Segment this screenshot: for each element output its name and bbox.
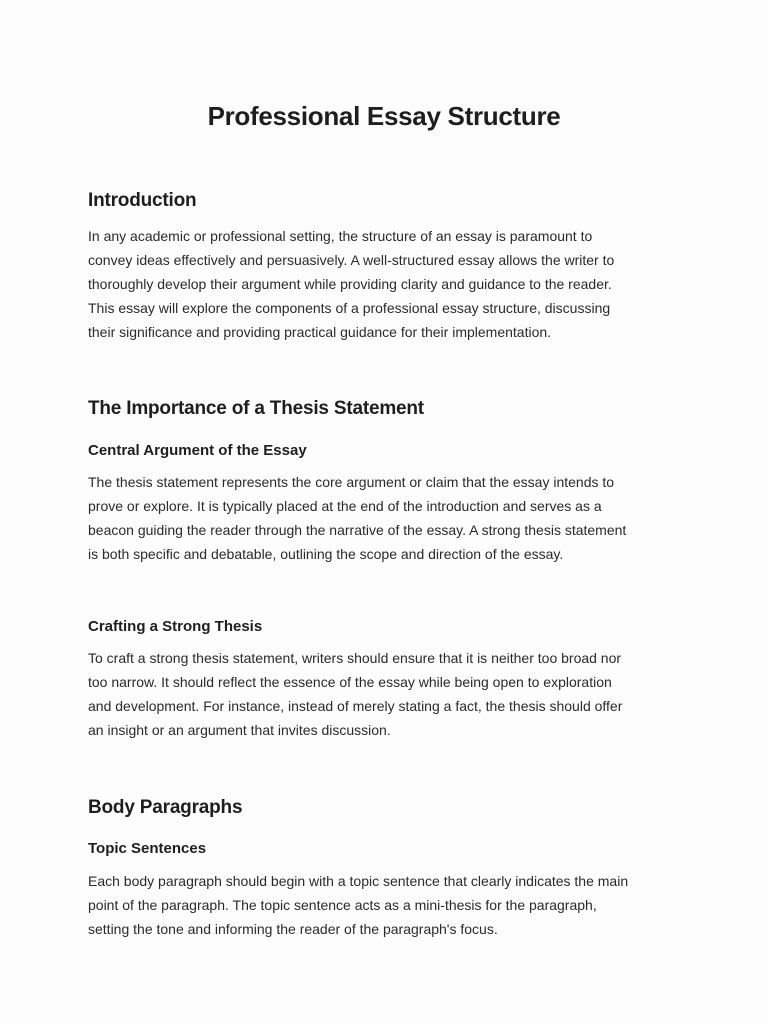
paragraph-line: an insight or an argument that invites discussion. (88, 722, 391, 738)
section-heading-thesis-statement: The Importance of a Thesis Statement (88, 398, 424, 419)
paragraph-line: point of the paragraph. The topic sentence acts as a mini-thesis for the paragraph, (88, 897, 597, 913)
subsection-heading-central-argument: Central Argument of the Essay (88, 442, 307, 459)
paragraph-line: This essay will explore the components of a professional essay structure, discussing (88, 300, 611, 316)
document-title: Professional Essay Structure (207, 101, 561, 131)
paragraph-line: convey ideas effectively and persuasively. A well-structured essay allows the writer to (88, 252, 615, 268)
paragraph-line: beacon guiding the reader through the narrative of the essay. A strong thesis statement (88, 522, 627, 538)
paragraph-line: To craft a strong thesis statement, writers should ensure that it is neither too broad nor (88, 650, 622, 666)
subsection-heading-topic-sentences: Topic Sentences (88, 840, 207, 857)
subsection-heading-crafting-thesis: Crafting a Strong Thesis (88, 618, 263, 635)
section-heading-body-paragraphs: Body Paragraphs (88, 797, 243, 818)
paragraph-line: and development. For instance, instead of merely stating a fact, the thesis should offer (88, 698, 623, 714)
introduction-paragraph (88, 224, 684, 344)
paragraph-line: In any academic or professional setting, the structure of an essay is paramount to (88, 228, 593, 244)
paragraph-line: thoroughly develop their argument while providing clarity and guidance to the reader. (88, 276, 612, 292)
paragraph-line: is both specific and debatable, outlining the scope and direction of the essay. (88, 546, 564, 562)
paragraph-line: their significance and providing practical guidance for their implementation. (88, 324, 552, 340)
section-heading-introduction: Introduction (88, 190, 197, 211)
central-argument-paragraph (88, 470, 684, 566)
crafting-thesis-paragraph (88, 646, 684, 742)
paragraph-line: prove or explore. It is typically placed at the end of the introduction and serves as a (88, 498, 602, 514)
paragraph-line: The thesis statement represents the core argument or claim that the essay intends to (88, 474, 615, 490)
paragraph-line: Each body paragraph should begin with a topic sentence that clearly indicates the main (88, 873, 629, 889)
topic-sentences-paragraph (88, 869, 684, 941)
paragraph-line: setting the tone and informing the reader of the paragraph's focus. (88, 921, 498, 937)
paragraph-line: too narrow. It should reflect the essence of the essay while being open to exploration (88, 674, 612, 690)
